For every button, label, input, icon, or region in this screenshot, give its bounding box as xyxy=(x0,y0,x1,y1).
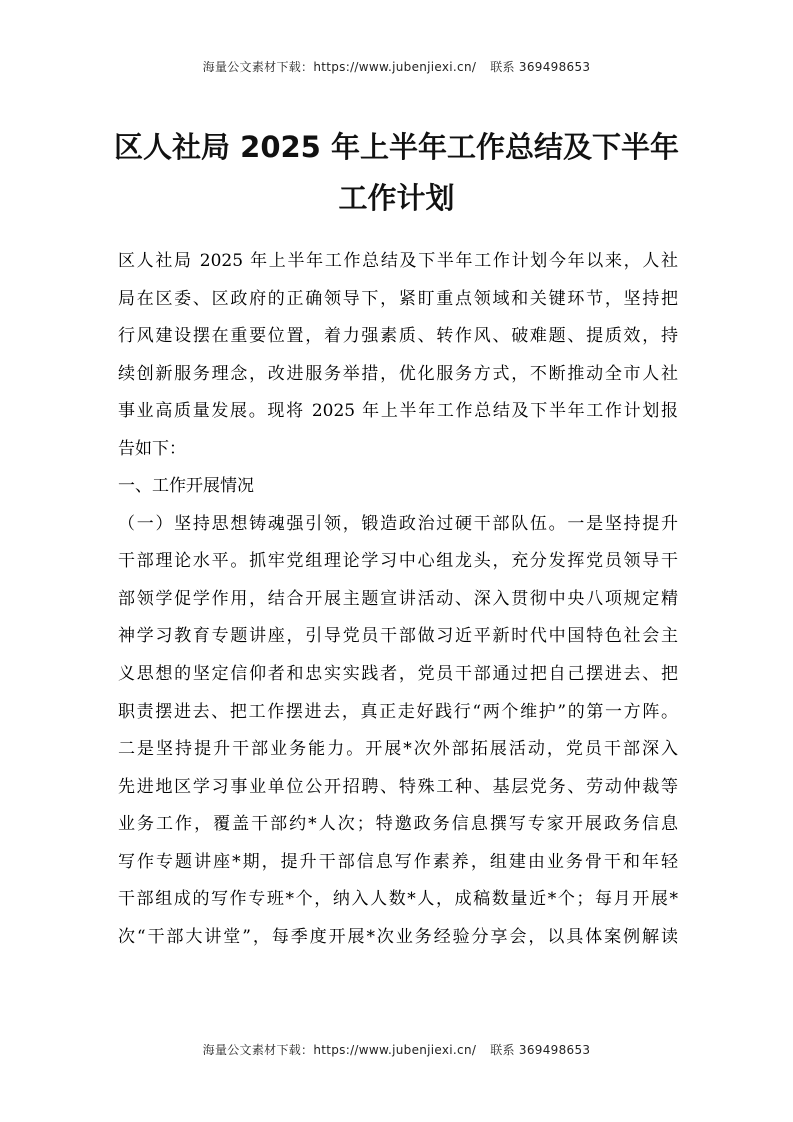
body-line: （一）坚持思想铸魂强引领，锻造政治过硬干部队伍。一是坚持提升 xyxy=(118,513,678,534)
page-footer xyxy=(0,1041,793,1058)
page-header xyxy=(0,58,793,75)
body-line: 次“干部大讲堂”，每季度开展*次业务经验分享会，以具体案例解读 xyxy=(118,926,678,947)
footer-site-text: 海量公文素材下载：https://www.jubenjiexi.cn/ xyxy=(202,1043,477,1057)
body-line: 事业高质量发展。现将 2025 年上半年工作总结及下半年工作计划报 xyxy=(118,401,678,422)
header-site-text: 海量公文素材下载：https://www.jubenjiexi.cn/ xyxy=(202,60,477,74)
footer-contact-text: 联系 369498653 xyxy=(490,1043,591,1057)
body-line: 义思想的坚定信仰者和忠实实践者，党员干部通过把自己摆进去、把 xyxy=(118,664,678,685)
body-line: 先进地区学习事业单位公开招聘、特殊工种、基层党务、劳动仲裁等 xyxy=(118,776,678,797)
body-line: 二是坚持提升干部业务能力。开展*次外部拓展活动，党员干部深入 xyxy=(118,739,678,760)
body-line: 区人社局 2025 年上半年工作总结及下半年工作计划今年以来，人社 xyxy=(118,251,678,271)
body-line: 部领学促学作用，结合开展主题宣讲活动、深入贯彻中央八项规定精 xyxy=(118,588,678,609)
body-line: 局在区委、区政府的正确领导下，紧盯重点领域和关键环节，坚持把 xyxy=(118,288,678,309)
body-line: 行风建设摆在重要位置，着力强素质、转作风、破难题、提质效，持 xyxy=(118,326,678,347)
title-line-1: 区人社局 2025 年上半年工作总结及下半年 xyxy=(114,130,679,164)
body-line: 职责摆进去、把工作摆进去，真正走好践行“两个维护”的第一方阵。 xyxy=(118,701,678,722)
body-line: 神学习教育专题讲座，引导党员干部做习近平新时代中国特色社会主 xyxy=(118,626,678,647)
body-line: 业务工作，覆盖干部约*人次；特邀政务信息撰写专家开展政务信息 xyxy=(118,814,678,835)
document-body xyxy=(118,243,678,956)
header-contact-text: 联系 369498653 xyxy=(490,60,591,74)
body-line: 写作专题讲座*期，提升干部信息写作素养，组建由业务骨干和年轻 xyxy=(118,851,678,872)
section-heading: 一、工作开展情况 xyxy=(118,476,254,497)
body-line: 干部理论水平。抓牢党组理论学习中心组龙头，充分发挥党员领导干 xyxy=(118,551,678,572)
body-line: 续创新服务理念，改进服务举措，优化服务方式，不断推动全市人社 xyxy=(118,363,678,384)
document-title xyxy=(110,122,683,224)
title-line-2: 工作计划 xyxy=(338,181,455,215)
body-line: 干部组成的写作专班*个，纳入人数*人，成稿数量近*个；每月开展* xyxy=(118,889,678,910)
body-line: 告如下： xyxy=(118,438,186,459)
